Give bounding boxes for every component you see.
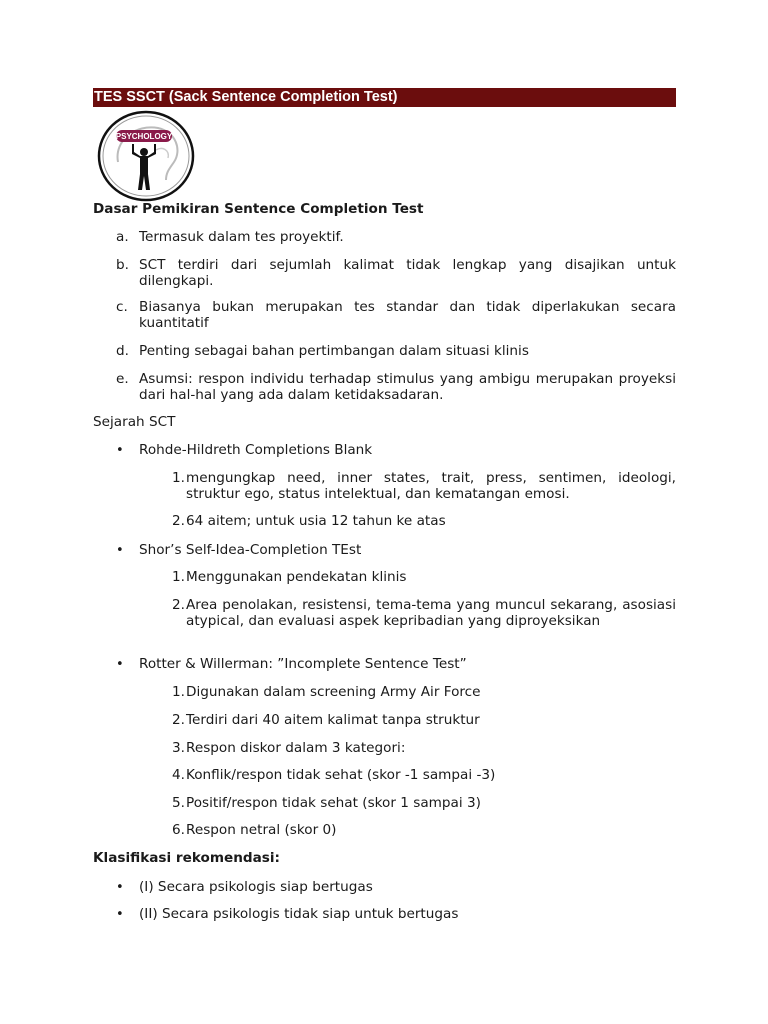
list-marker: 1. bbox=[172, 684, 185, 700]
list-marker: c. bbox=[116, 299, 128, 315]
numbered-item-text: mengungkap need, inner states, trait, press, sentimen, ideologi, struktur ego, status intelektual, dan kematangan emosi. bbox=[186, 470, 676, 502]
numbered-item-text: Respon netral (skor 0) bbox=[186, 822, 337, 838]
psychology-logo bbox=[96, 110, 196, 202]
bullet-item bbox=[116, 907, 676, 923]
numbered-item-text: Menggunakan pendekatan klinis bbox=[186, 569, 407, 585]
list-item bbox=[116, 258, 676, 289]
list-item bbox=[116, 230, 676, 246]
numbered-item bbox=[160, 570, 676, 586]
bullet-icon: • bbox=[116, 907, 124, 922]
numbered-item-text: 64 aitem; untuk usia 12 tahun ke atas bbox=[186, 513, 446, 529]
list-marker: 2. bbox=[172, 597, 185, 613]
section-heading-sejarah: Sejarah SCT bbox=[93, 414, 176, 430]
bullet-icon: • bbox=[116, 443, 124, 458]
list-item-text: Termasuk dalam tes proyektif. bbox=[139, 229, 344, 245]
numbered-item-text: Respon diskor dalam 3 kategori: bbox=[186, 740, 406, 756]
bullet-icon: • bbox=[116, 657, 124, 672]
bullet-item bbox=[116, 657, 676, 673]
list-item-text: Penting sebagai bahan pertimbangan dalam situasi klinis bbox=[139, 343, 529, 359]
numbered-item bbox=[160, 768, 676, 784]
list-item-text: SCT terdiri dari sejumlah kalimat tidak lengkap yang disajikan untuk dilengkapi. bbox=[139, 257, 676, 289]
bullet-icon: • bbox=[116, 880, 124, 895]
bullet-icon: • bbox=[116, 543, 124, 558]
numbered-item bbox=[160, 471, 676, 502]
list-marker: b. bbox=[116, 257, 129, 273]
bullet-item bbox=[116, 443, 676, 459]
bullet-item-text: Rotter & Willerman: ”Incomplete Sentence Test” bbox=[139, 656, 467, 672]
numbered-item bbox=[160, 685, 676, 701]
bullet-item bbox=[116, 543, 676, 559]
numbered-item bbox=[160, 741, 676, 757]
list-marker: 2. bbox=[172, 513, 185, 529]
document-title: TES SSCT (Sack Sentence Completion Test) bbox=[93, 88, 676, 107]
numbered-item-text: Terdiri dari 40 aitem kalimat tanpa struktur bbox=[186, 712, 480, 728]
list-marker: 6. bbox=[172, 822, 185, 838]
numbered-item bbox=[160, 796, 676, 812]
bullet-item-text: Shor’s Self-Idea-Completion TEst bbox=[139, 542, 362, 558]
section-heading-klasifikasi: Klasifikasi rekomendasi: bbox=[93, 850, 280, 866]
list-marker: 4. bbox=[172, 767, 185, 783]
list-marker: a. bbox=[116, 229, 129, 245]
numbered-item bbox=[160, 598, 676, 629]
list-marker: d. bbox=[116, 343, 129, 359]
numbered-item-text: Area penolakan, resistensi, tema-tema yang muncul sekarang, asosiasi atypical, dan evaluasi aspek kepribadian yang diproyeksikan bbox=[186, 597, 676, 629]
numbered-item bbox=[160, 514, 676, 530]
numbered-item-text: Konflik/respon tidak sehat (skor -1 sampai -3) bbox=[186, 767, 496, 783]
bullet-item-text: (II) Secara psikologis tidak siap untuk bertugas bbox=[139, 906, 459, 922]
logo-lettering: PSYCHOLOGY bbox=[115, 132, 173, 141]
list-marker: 2. bbox=[172, 712, 185, 728]
numbered-item bbox=[160, 823, 676, 839]
numbered-item-text: Digunakan dalam screening Army Air Force bbox=[186, 684, 481, 700]
list-marker: 1. bbox=[172, 569, 185, 585]
list-item-text: Asumsi: respon individu terhadap stimulus yang ambigu merupakan proyeksi dari hal-hal yang ada dalam ketidaksadaran. bbox=[139, 371, 676, 403]
list-item-text: Biasanya bukan merupakan tes standar dan tidak diperlakukan secara kuantitatif bbox=[139, 299, 676, 331]
numbered-item bbox=[160, 713, 676, 729]
list-item bbox=[116, 372, 676, 403]
list-marker: 3. bbox=[172, 740, 185, 756]
bullet-item bbox=[116, 880, 676, 896]
list-item bbox=[116, 300, 676, 331]
list-item bbox=[116, 344, 676, 360]
list-marker: e. bbox=[116, 371, 129, 387]
section-heading-dasar: Dasar Pemikiran Sentence Completion Test bbox=[93, 201, 424, 217]
list-marker: 5. bbox=[172, 795, 185, 811]
list-marker: 1. bbox=[172, 470, 185, 486]
bullet-item-text: Rohde-Hildreth Completions Blank bbox=[139, 442, 373, 458]
numbered-item-text: Positif/respon tidak sehat (skor 1 sampai 3) bbox=[186, 795, 481, 811]
bullet-item-text: (I) Secara psikologis siap bertugas bbox=[139, 879, 373, 895]
